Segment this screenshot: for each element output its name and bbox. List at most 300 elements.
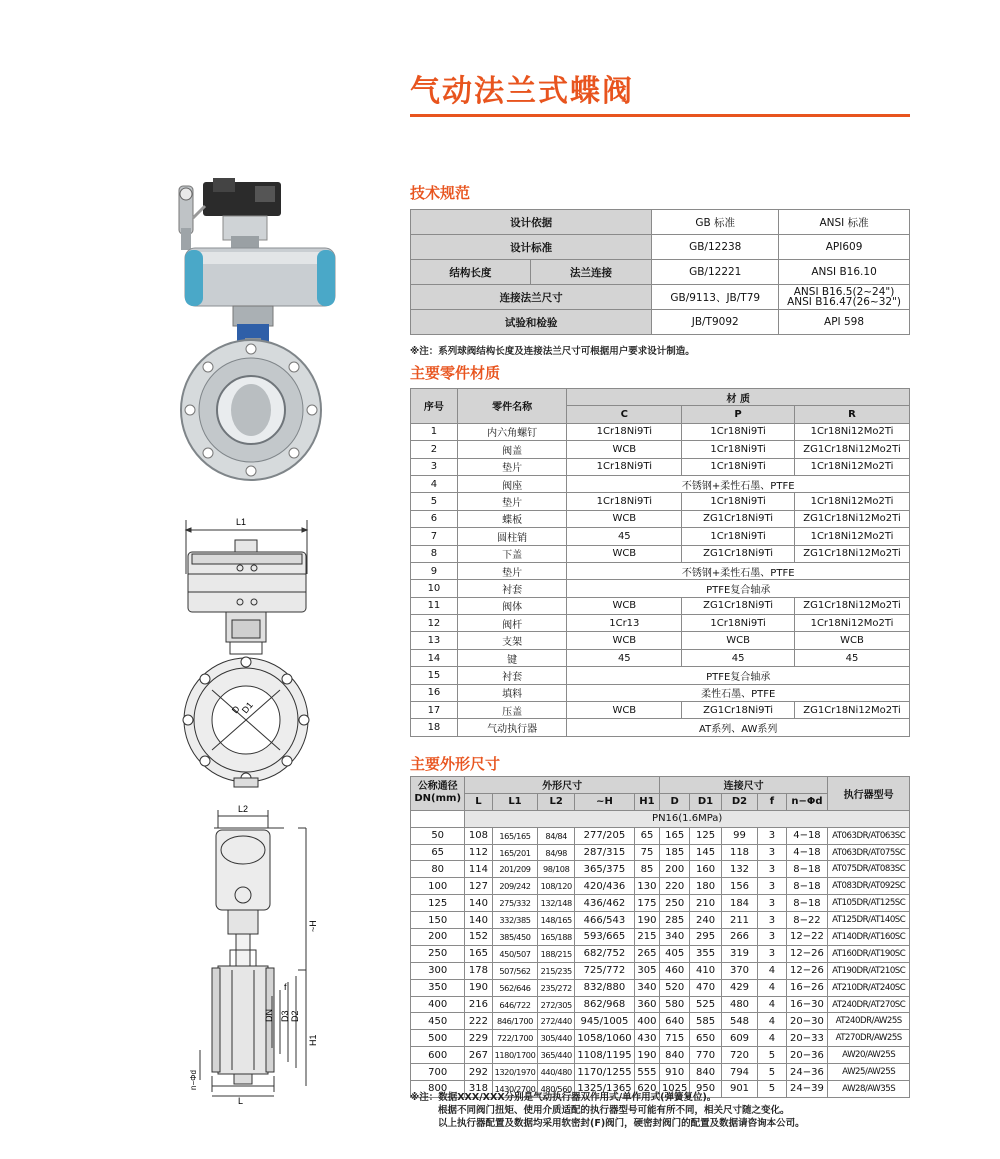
- table-cell: ZG1Cr18Ni12Mo2Ti: [795, 510, 910, 527]
- table-row: [411, 929, 910, 946]
- table-cell: 衬套: [457, 667, 567, 684]
- table-cell: 108: [465, 827, 492, 844]
- table-cell: 140: [465, 895, 492, 912]
- table-cell: 12−26: [786, 962, 828, 979]
- table-cell: 385/450: [492, 929, 538, 946]
- table-cell: 160: [690, 861, 721, 878]
- table-cell: 1Cr18Ni12Mo2Ti: [795, 458, 910, 475]
- table-cell: 80: [411, 861, 465, 878]
- table-cell: 45: [682, 649, 795, 666]
- table-cell: WCB: [567, 632, 682, 649]
- table-cell: 184: [721, 895, 758, 912]
- materials-section-title: 主要零件材质: [410, 364, 501, 382]
- table-cell: 145: [690, 844, 721, 861]
- table-cell: 75: [634, 844, 659, 861]
- table-cell: 18: [411, 719, 458, 736]
- table-cell: 220: [660, 878, 690, 895]
- dims-note-1: ※注：数据XXX/XXX分别是气动执行器双作用式/单作用式(弹簧复位)。: [410, 1092, 717, 1103]
- table-cell: 垫片: [457, 458, 567, 475]
- table-cell: AT160DR/AT190SC: [828, 945, 910, 962]
- table-cell: 211: [721, 912, 758, 929]
- table-cell: 400: [634, 1013, 659, 1030]
- table-cell: AT063DR/AT063SC: [828, 827, 910, 844]
- table-cell: 562/646: [492, 979, 538, 996]
- table-cell: 8−18: [786, 878, 828, 895]
- table-cell: 支架: [457, 632, 567, 649]
- table-cell: 305: [634, 962, 659, 979]
- table-row: [411, 667, 910, 684]
- table-cell: 190: [634, 1047, 659, 1064]
- table-cell: 阀杆: [457, 615, 567, 632]
- table-cell: 340: [660, 929, 690, 946]
- table-cell: 460: [660, 962, 690, 979]
- table-cell: 1180/1700: [492, 1047, 538, 1064]
- table-cell: 16−26: [786, 979, 828, 996]
- table-cell: 600: [411, 1047, 465, 1064]
- table-cell: 1Cr13: [567, 615, 682, 632]
- table-cell: AT系列、AW系列: [567, 719, 910, 736]
- table-cell: AT063DR/AT075SC: [828, 844, 910, 861]
- table-cell: 1430/2700: [492, 1081, 538, 1098]
- table-cell: 682/752: [575, 945, 635, 962]
- table-cell: 15: [411, 667, 458, 684]
- table-cell: 1170/1255: [575, 1064, 635, 1081]
- table-cell: 210: [690, 895, 721, 912]
- table-row: [411, 878, 910, 895]
- table-cell: 3: [758, 827, 786, 844]
- table-cell: 507/562: [492, 962, 538, 979]
- table-cell: 114: [465, 861, 492, 878]
- table-cell: 8−18: [786, 861, 828, 878]
- table-cell: 16−30: [786, 996, 828, 1013]
- table-cell: 319: [721, 945, 758, 962]
- label-H1: H1: [308, 1034, 318, 1046]
- table-cell: 17: [411, 702, 458, 719]
- table-cell: WCB: [567, 545, 682, 562]
- label-L1: L1: [236, 517, 247, 527]
- table-cell: 420/436: [575, 878, 635, 895]
- table-row: [411, 441, 910, 458]
- table-cell: 1Cr18Ni9Ti: [682, 458, 795, 475]
- table-cell: 1Cr18Ni12Mo2Ti: [795, 423, 910, 440]
- table-cell: 480/560: [538, 1081, 575, 1098]
- table-cell: 垫片: [457, 493, 567, 510]
- table-row: [411, 545, 910, 562]
- table-row: [411, 1030, 910, 1047]
- table-cell: 1Cr18Ni9Ti: [567, 493, 682, 510]
- table-cell: ZG1Cr18Ni9Ti: [682, 510, 795, 527]
- table-cell: 350: [411, 979, 465, 996]
- table-cell: 阀座: [457, 475, 567, 492]
- table-cell: 填料: [457, 684, 567, 701]
- table-cell: 901: [721, 1081, 758, 1098]
- table-row: 连接法兰尺寸 GB/9113、JB/T79 ANSI B16.5(2~24") ANSI B16.47(26~32"): [411, 285, 910, 310]
- table-cell: 500: [411, 1030, 465, 1047]
- table-cell: 3: [758, 895, 786, 912]
- table-cell: 277/205: [575, 827, 635, 844]
- table-cell: 13: [411, 632, 458, 649]
- table-cell: 720: [721, 1047, 758, 1064]
- table-cell: 柔性石墨、PTFE: [567, 684, 910, 701]
- table-row: [411, 945, 910, 962]
- table-cell: 1320/1970: [492, 1064, 538, 1081]
- table-cell: WCB: [567, 510, 682, 527]
- table-cell: 3: [758, 878, 786, 895]
- table-cell: ZG1Cr18Ni12Mo2Ti: [795, 597, 910, 614]
- table-cell: AT270DR/AW25S: [828, 1030, 910, 1047]
- table-cell: WCB: [567, 597, 682, 614]
- table-cell: 8−22: [786, 912, 828, 929]
- table-cell: 5: [758, 1064, 786, 1081]
- table-cell: 1025: [660, 1081, 690, 1098]
- spec-section-title: 技术规范: [410, 184, 471, 202]
- label-L2: L2: [238, 804, 249, 814]
- table-cell: 470: [690, 979, 721, 996]
- table-cell: 480: [721, 996, 758, 1013]
- table-cell: 190: [465, 979, 492, 996]
- table-cell: 6: [411, 510, 458, 527]
- table-cell: 压盖: [457, 702, 567, 719]
- dimensions-table: 公称通径 DN(mm) 外形尺寸 连接尺寸 执行器型号 L L1 L2 ~H H1 D D1 D2 f n−Φd PN16(1.6MPa) 50 108 165/165 84/84 277/205 65 165 125 99 3 4−18 AT063DR/AT063SC 65 112 165/201 84/98 287/315 75 185 145 118 3 4−18 AT063DR/AT075SC 80 114 201/209 98/108 365/375 85 200 160 132 3 8−18 AT075DR/AT083SC 100 127 209/242 108/120 420/436 130 220 180 156 3 8−18 AT083DR/AT092SC 125 140 275/332 132/148 436/462 175 250 210 184 3 8−18 AT105DR/AT125SC 150 140 332/385 148/165 466/543 190 285 240 211 3 8−22 AT125DR/AT140SC 200 152 385/450 165/188 593/665 215 340 295 266 3 12−22 AT140DR/AT160SC 250 165 450/507 188/215 682/752 265 405 355 319 3 12−26 AT160DR/AT190SC 300 178 507/562 215/235 725/772 305 460 410 370 4 12−26 AT190DR/AT210SC 350 190 562/646 235/272 832/880 340 520 470 429 4 16−26 AT210DR/AT240SC 400 216 646/722 272/305 862/968 360 580 525 480 4 16−30 AT240DR/AT270SC 450 222 846/1700 272/440 945/1005 400 640 585 548 4 20−30 AT240DR/AW25S 500 229 722/1700 305/440 1058/1060 430 715 650 609 4 20−33 AT270DR/AW25S 600 267 1180/1700 365/440 1108/1195 190 840 770 720 5 20−36 AW20/AW25S 700 292 1320/1970 440/480 1170/1255 555 910 840 794 5 24−36 AW25/AW25S 800 318 1430/2700 480/560 1325/1365 620 1025 950 901 5 24−39 AW28/AW35S: [410, 776, 910, 1098]
- table-row: 设计依据 GB 标准 ANSI 标准: [411, 210, 910, 235]
- table-cell: 1Cr18Ni9Ti: [567, 423, 682, 440]
- table-cell: 45: [795, 649, 910, 666]
- table-cell: 20−33: [786, 1030, 828, 1047]
- table-cell: 332/385: [492, 912, 538, 929]
- table-cell: 275/332: [492, 895, 538, 912]
- table-cell: 240: [690, 912, 721, 929]
- table-cell: ZG1Cr18Ni9Ti: [682, 702, 795, 719]
- table-row: [411, 1047, 910, 1064]
- label-D1: D1: [239, 700, 255, 716]
- table-row: [411, 632, 910, 649]
- table-cell: 圆柱销: [457, 528, 567, 545]
- table-row: [411, 1064, 910, 1081]
- table-cell: 3: [758, 861, 786, 878]
- table-cell: 蝶板: [457, 510, 567, 527]
- front-view-drawing: [180, 514, 315, 789]
- label-L: L: [238, 1096, 244, 1105]
- table-cell: 400: [411, 996, 465, 1013]
- table-cell: 725/772: [575, 962, 635, 979]
- table-cell: 201/209: [492, 861, 538, 878]
- table-cell: 85: [634, 861, 659, 878]
- table-cell: AT075DR/AT083SC: [828, 861, 910, 878]
- table-cell: 178: [465, 962, 492, 979]
- table-cell: 272/440: [538, 1013, 575, 1030]
- table-row: [411, 528, 910, 545]
- table-cell: 430: [634, 1030, 659, 1047]
- table-cell: 722/1700: [492, 1030, 538, 1047]
- table-cell: 4−18: [786, 827, 828, 844]
- table-cell: 229: [465, 1030, 492, 1047]
- table-cell: 295: [690, 929, 721, 946]
- table-cell: 1Cr18Ni9Ti: [682, 493, 795, 510]
- table-cell: 130: [634, 878, 659, 895]
- table-row: [411, 996, 910, 1013]
- table-cell: 1325/1365: [575, 1081, 635, 1098]
- table-cell: 14: [411, 649, 458, 666]
- table-cell: 862/968: [575, 996, 635, 1013]
- table-cell: 4−18: [786, 844, 828, 861]
- table-cell: 125: [411, 895, 465, 912]
- dims-note-2: 根据不同阀门扭矩、使用介质适配的执行器型号可能有所不同，相关尺寸随之变化。: [438, 1105, 790, 1116]
- table-cell: 840: [660, 1047, 690, 1064]
- table-cell: 340: [634, 979, 659, 996]
- table-cell: 1Cr18Ni9Ti: [567, 458, 682, 475]
- table-cell: 1058/1060: [575, 1030, 635, 1047]
- label-D3: D3: [280, 1010, 290, 1022]
- table-row: 试验和检验 JB/T9092 API 598: [411, 310, 910, 335]
- table-cell: 646/722: [492, 996, 538, 1013]
- table-cell: 285: [660, 912, 690, 929]
- table-row: [411, 979, 910, 996]
- table-cell: 770: [690, 1047, 721, 1064]
- label-D: D: [229, 703, 242, 716]
- table-cell: 272/305: [538, 996, 575, 1013]
- table-cell: 84/98: [538, 844, 575, 861]
- table-cell: 4: [758, 1013, 786, 1030]
- table-row: [411, 423, 910, 440]
- table-cell: WCB: [567, 441, 682, 458]
- table-cell: 555: [634, 1064, 659, 1081]
- label-D2: D2: [290, 1010, 300, 1022]
- table-cell: 640: [660, 1013, 690, 1030]
- table-cell: 1Cr18Ni12Mo2Ti: [795, 615, 910, 632]
- table-cell: 3: [758, 929, 786, 946]
- table-cell: 65: [411, 844, 465, 861]
- table-cell: AT140DR/AT160SC: [828, 929, 910, 946]
- table-cell: 1Cr18Ni12Mo2Ti: [795, 528, 910, 545]
- table-cell: 593/665: [575, 929, 635, 946]
- table-row: [411, 844, 910, 861]
- table-cell: 450: [411, 1013, 465, 1030]
- table-row: [411, 649, 910, 666]
- table-cell: 215: [634, 929, 659, 946]
- table-cell: 气动执行器: [457, 719, 567, 736]
- title-rule: [410, 114, 910, 117]
- table-cell: 190: [634, 912, 659, 929]
- table-cell: 405: [660, 945, 690, 962]
- table-cell: 250: [660, 895, 690, 912]
- table-cell: 1Cr18Ni9Ti: [682, 615, 795, 632]
- table-cell: 4: [758, 996, 786, 1013]
- table-cell: 132/148: [538, 895, 575, 912]
- table-cell: 318: [465, 1081, 492, 1098]
- table-cell: 下盖: [457, 545, 567, 562]
- table-cell: 2: [411, 441, 458, 458]
- table-cell: AT190DR/AT210SC: [828, 962, 910, 979]
- table-cell: 200: [660, 861, 690, 878]
- table-row: [411, 702, 910, 719]
- table-cell: 12−26: [786, 945, 828, 962]
- table-cell: 24−36: [786, 1064, 828, 1081]
- table-cell: 165/165: [492, 827, 538, 844]
- table-cell: 4: [758, 979, 786, 996]
- table-cell: 185: [660, 844, 690, 861]
- table-cell: 1: [411, 423, 458, 440]
- table-cell: ZG1Cr18Ni9Ti: [682, 597, 795, 614]
- table-cell: 1Cr18Ni12Mo2Ti: [795, 493, 910, 510]
- table-cell: 265: [634, 945, 659, 962]
- table-cell: 3: [758, 945, 786, 962]
- table-cell: AT210DR/AT240SC: [828, 979, 910, 996]
- table-cell: 794: [721, 1064, 758, 1081]
- table-cell: 365/440: [538, 1047, 575, 1064]
- table-cell: AT105DR/AT125SC: [828, 895, 910, 912]
- table-cell: 910: [660, 1064, 690, 1081]
- table-cell: ZG1Cr18Ni12Mo2Ti: [795, 441, 910, 458]
- table-cell: 267: [465, 1047, 492, 1064]
- table-cell: 100: [411, 878, 465, 895]
- table-row: [411, 895, 910, 912]
- table-cell: 20−36: [786, 1047, 828, 1064]
- table-cell: 846/1700: [492, 1013, 538, 1030]
- page-title: 气动法兰式蝶阀: [410, 74, 634, 109]
- table-cell: 99: [721, 827, 758, 844]
- table-cell: 525: [690, 996, 721, 1013]
- table-cell: 200: [411, 929, 465, 946]
- table-cell: ZG1Cr18Ni9Ti: [682, 545, 795, 562]
- product-photo: [165, 178, 340, 483]
- label-nd: n−Φd: [189, 1070, 198, 1090]
- table-row: [411, 562, 910, 579]
- table-cell: 175: [634, 895, 659, 912]
- table-cell: 165/201: [492, 844, 538, 861]
- label-H: ~H: [308, 920, 318, 932]
- table-cell: 365/375: [575, 861, 635, 878]
- table-cell: AW28/AW35S: [828, 1081, 910, 1098]
- table-cell: 键: [457, 649, 567, 666]
- table-cell: 266: [721, 929, 758, 946]
- table-cell: 11: [411, 597, 458, 614]
- table-row: [411, 684, 910, 701]
- table-cell: 5: [758, 1081, 786, 1098]
- table-cell: 108/120: [538, 878, 575, 895]
- table-cell: 180: [690, 878, 721, 895]
- table-cell: 4: [758, 1030, 786, 1047]
- table-cell: 250: [411, 945, 465, 962]
- table-cell: AT240DR/AT270SC: [828, 996, 910, 1013]
- dims-note-3: 以上执行器配置及数据均采用软密封(F)阀门，硬密封阀门的配置及数据请咨询本公司。: [438, 1118, 805, 1129]
- table-cell: 阀盖: [457, 441, 567, 458]
- table-cell: 3: [758, 912, 786, 929]
- table-cell: 520: [660, 979, 690, 996]
- table-cell: 衬套: [457, 580, 567, 597]
- table-cell: 20−30: [786, 1013, 828, 1030]
- table-cell: 125: [690, 827, 721, 844]
- table-cell: 不锈钢+柔性石墨、PTFE: [567, 475, 910, 492]
- table-cell: 370: [721, 962, 758, 979]
- table-cell: 45: [567, 528, 682, 545]
- table-row: 结构长度 法兰连接 GB/12221 ANSI B16.10: [411, 260, 910, 285]
- table-cell: 355: [690, 945, 721, 962]
- table-cell: 209/242: [492, 878, 538, 895]
- table-cell: 24−39: [786, 1081, 828, 1098]
- table-cell: ZG1Cr18Ni12Mo2Ti: [795, 545, 910, 562]
- table-cell: 436/462: [575, 895, 635, 912]
- table-cell: 945/1005: [575, 1013, 635, 1030]
- table-row: [411, 475, 910, 492]
- table-cell: 450/507: [492, 945, 538, 962]
- table-cell: 148/165: [538, 912, 575, 929]
- table-row: [411, 1013, 910, 1030]
- table-cell: 305/440: [538, 1030, 575, 1047]
- table-cell: 152: [465, 929, 492, 946]
- table-cell: 548: [721, 1013, 758, 1030]
- table-row: [411, 493, 910, 510]
- table-cell: 292: [465, 1064, 492, 1081]
- table-cell: 84/84: [538, 827, 575, 844]
- table-row: [411, 458, 910, 475]
- table-cell: 112: [465, 844, 492, 861]
- table-row: [411, 510, 910, 527]
- materials-table: 序号 零件名称 材 质 C P R 1 内六角螺钉 1Cr18Ni9Ti 1Cr18Ni9Ti 1Cr18Ni12Mo2Ti 2 阀盖 WCB 1Cr18Ni9Ti ZG1Cr18Ni12Mo2Ti 3 垫片 1Cr18Ni9Ti 1Cr18Ni9Ti 1Cr18Ni12Mo2Ti 4 阀座 不锈钢+柔性石墨、PTFE 5 垫片 1Cr18Ni9Ti 1Cr18Ni9Ti 1Cr18Ni12Mo2Ti 6 蝶板 WCB ZG1Cr18Ni9Ti ZG1Cr18Ni12Mo2Ti 7 圆柱销 45 1Cr18Ni9Ti 1Cr18Ni12Mo2Ti 8 下盖 WCB ZG1Cr18Ni9Ti ZG1Cr18Ni12Mo2Ti 9 垫片 不锈钢+柔性石墨、PTFE 10 衬套 PTFE复合轴承 11 阀体 WCB ZG1Cr18Ni9Ti ZG1Cr18Ni12Mo2Ti 12 阀杆 1Cr13 1Cr18Ni9Ti 1Cr18Ni12Mo2Ti 13 支架 WCB WCB WCB 14 键 45 45 45 15 衬套 PTFE复合轴承 16 填料 柔性石墨、PTFE 17 压盖 WCB ZG1Cr18Ni9Ti ZG1Cr18Ni12Mo2Ti 18 气动执行器 AT系列、AW系列: [410, 388, 910, 737]
- table-cell: 609: [721, 1030, 758, 1047]
- table-cell: 98/108: [538, 861, 575, 878]
- table-cell: 132: [721, 861, 758, 878]
- table-cell: AW25/AW25S: [828, 1064, 910, 1081]
- table-cell: 165: [660, 827, 690, 844]
- table-cell: 4: [411, 475, 458, 492]
- table-row: [411, 827, 910, 844]
- dims-section-title: 主要外形尺寸: [410, 755, 501, 773]
- table-cell: 156: [721, 878, 758, 895]
- side-view-drawing: [188, 800, 338, 1105]
- table-cell: 65: [634, 827, 659, 844]
- table-cell: 1Cr18Ni9Ti: [682, 423, 795, 440]
- table-cell: 7: [411, 528, 458, 545]
- table-cell: 3: [411, 458, 458, 475]
- table-row: [411, 912, 910, 929]
- table-row: [411, 615, 910, 632]
- table-cell: 5: [411, 493, 458, 510]
- table-cell: PTFE复合轴承: [567, 667, 910, 684]
- table-cell: 215/235: [538, 962, 575, 979]
- table-cell: AT240DR/AW25S: [828, 1013, 910, 1030]
- table-cell: 12−22: [786, 929, 828, 946]
- table-cell: 118: [721, 844, 758, 861]
- table-row: [411, 861, 910, 878]
- table-cell: 不锈钢+柔性石墨、PTFE: [567, 562, 910, 579]
- table-cell: 440/480: [538, 1064, 575, 1081]
- table-cell: 阀体: [457, 597, 567, 614]
- table-cell: 466/543: [575, 912, 635, 929]
- table-cell: 287/315: [575, 844, 635, 861]
- table-cell: 内六角螺钉: [457, 423, 567, 440]
- table-cell: 1108/1195: [575, 1047, 635, 1064]
- table-cell: 5: [758, 1047, 786, 1064]
- table-cell: 16: [411, 684, 458, 701]
- table-cell: 8−18: [786, 895, 828, 912]
- table-cell: 832/880: [575, 979, 635, 996]
- table-cell: 12: [411, 615, 458, 632]
- spec-note: ※注：系列球阀结构长度及连接法兰尺寸可根据用户要求设计制造。: [410, 346, 695, 357]
- table-cell: 140: [465, 912, 492, 929]
- table-cell: 840: [690, 1064, 721, 1081]
- table-row: [411, 580, 910, 597]
- table-cell: 188/215: [538, 945, 575, 962]
- table-cell: 3: [758, 844, 786, 861]
- table-cell: 165/188: [538, 929, 575, 946]
- table-cell: AW20/AW25S: [828, 1047, 910, 1064]
- table-cell: 10: [411, 580, 458, 597]
- table-cell: 950: [690, 1081, 721, 1098]
- table-cell: WCB: [795, 632, 910, 649]
- spec-table: [410, 209, 910, 335]
- table-cell: 429: [721, 979, 758, 996]
- table-cell: 垫片: [457, 562, 567, 579]
